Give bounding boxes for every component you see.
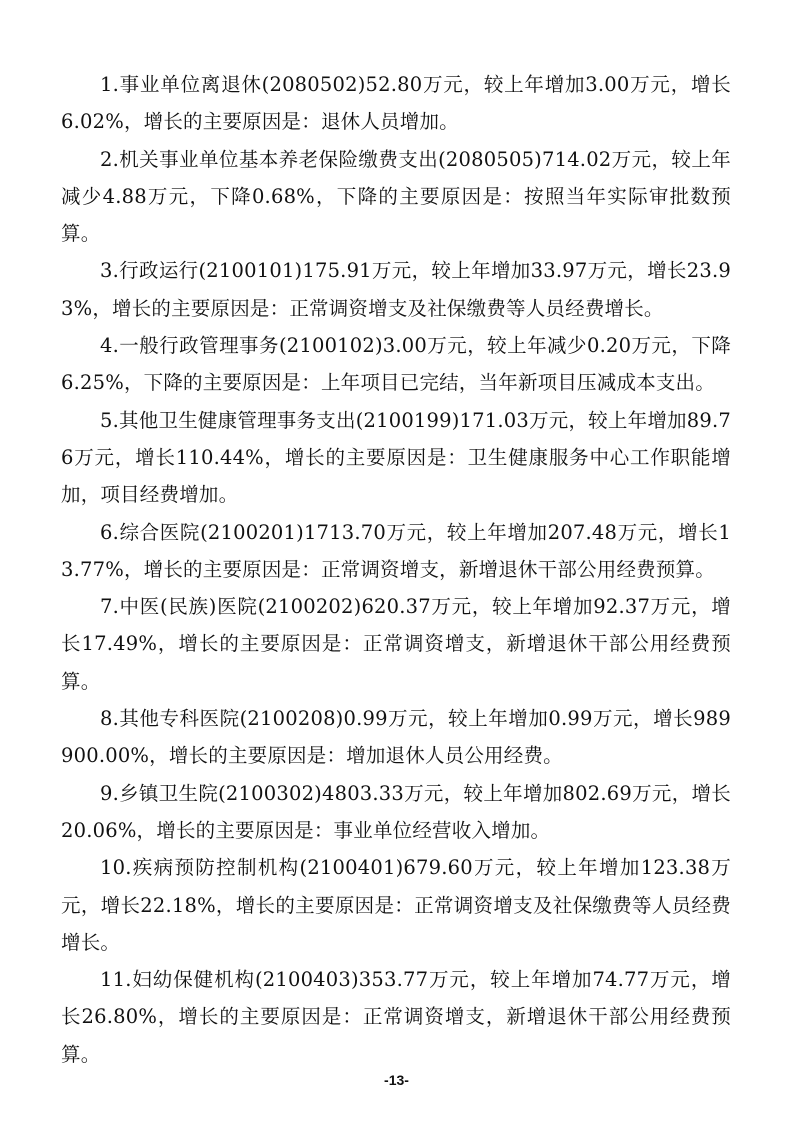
page-number: -13- xyxy=(384,1072,409,1088)
paragraph-item-7: 7.中医(民族)医院(2100202)620.37万元，较上年增加92.37万元，增长17.49%，增长的主要原因是：正常调资增支，新增退休干部公用经费预算。 xyxy=(61,595,731,693)
paragraph-item-5: 5.其他卫生健康管理事务支出(2100199)171.03万元，较上年增加89.76万元，增长110.44%，增长的主要原因是：卫生健康服务中心工作职能增加，项目经费增加。 xyxy=(61,408,731,507)
paragraph-item-3: 3.行政运行(2100101)175.91万元，较上年增加33.97万元，增长23.93%，增长的主要原因是：正常调资增支及社保缴费等人员经费增长。 xyxy=(61,259,731,320)
paragraph-item-1: 1.事业单位离退休(2080502)52.80万元，较上年增加3.00万元，增长6.02%，增长的主要原因是：退休人员增加。 xyxy=(61,73,731,134)
paragraph-item-4: 4.一般行政管理事务(2100102)3.00万元，较上年减少0.20万元，下降6.25%，下降的主要原因是：上年项目已完结，当年新项目压减成本支出。 xyxy=(61,334,731,395)
paragraph-item-9: 9.乡镇卫生院(2100302)4803.33万元，较上年增加802.69万元，增长20.06%，增长的主要原因是：事业单位经营收入增加。 xyxy=(61,781,731,842)
paragraph-item-10: 10.疾病预防控制机构(2100401)679.60万元，较上年增加123.38万元，增长22.18%，增长的主要原因是：正常调资增支及社保缴费等人员经费增长。 xyxy=(61,856,731,954)
paragraph-item-11: 11.妇幼保健机构(2100403)353.77万元，较上年增加74.77万元，增长26.80%，增长的主要原因是：正常调资增支，新增退休干部公用经费预算。 xyxy=(61,968,731,1066)
paragraph-item-2: 2.机关事业单位基本养老保险缴费支出(2080505)714.02万元，较上年减少4.88万元，下降0.68%，下降的主要原因是：按照当年实际审批数预算。 xyxy=(61,147,731,246)
paragraph-item-8: 8.其他专科医院(2100208)0.99万元，较上年增加0.99万元，增长989900.00%，增长的主要原因是：增加退休人员公用经费。 xyxy=(61,707,731,768)
document-body xyxy=(61,66,731,1073)
paragraph-item-6: 6.综合医院(2100201)1713.70万元，较上年增加207.48万元，增长13.77%，增长的主要原因是：正常调资增支，新增退休干部公用经费预算。 xyxy=(61,520,731,581)
